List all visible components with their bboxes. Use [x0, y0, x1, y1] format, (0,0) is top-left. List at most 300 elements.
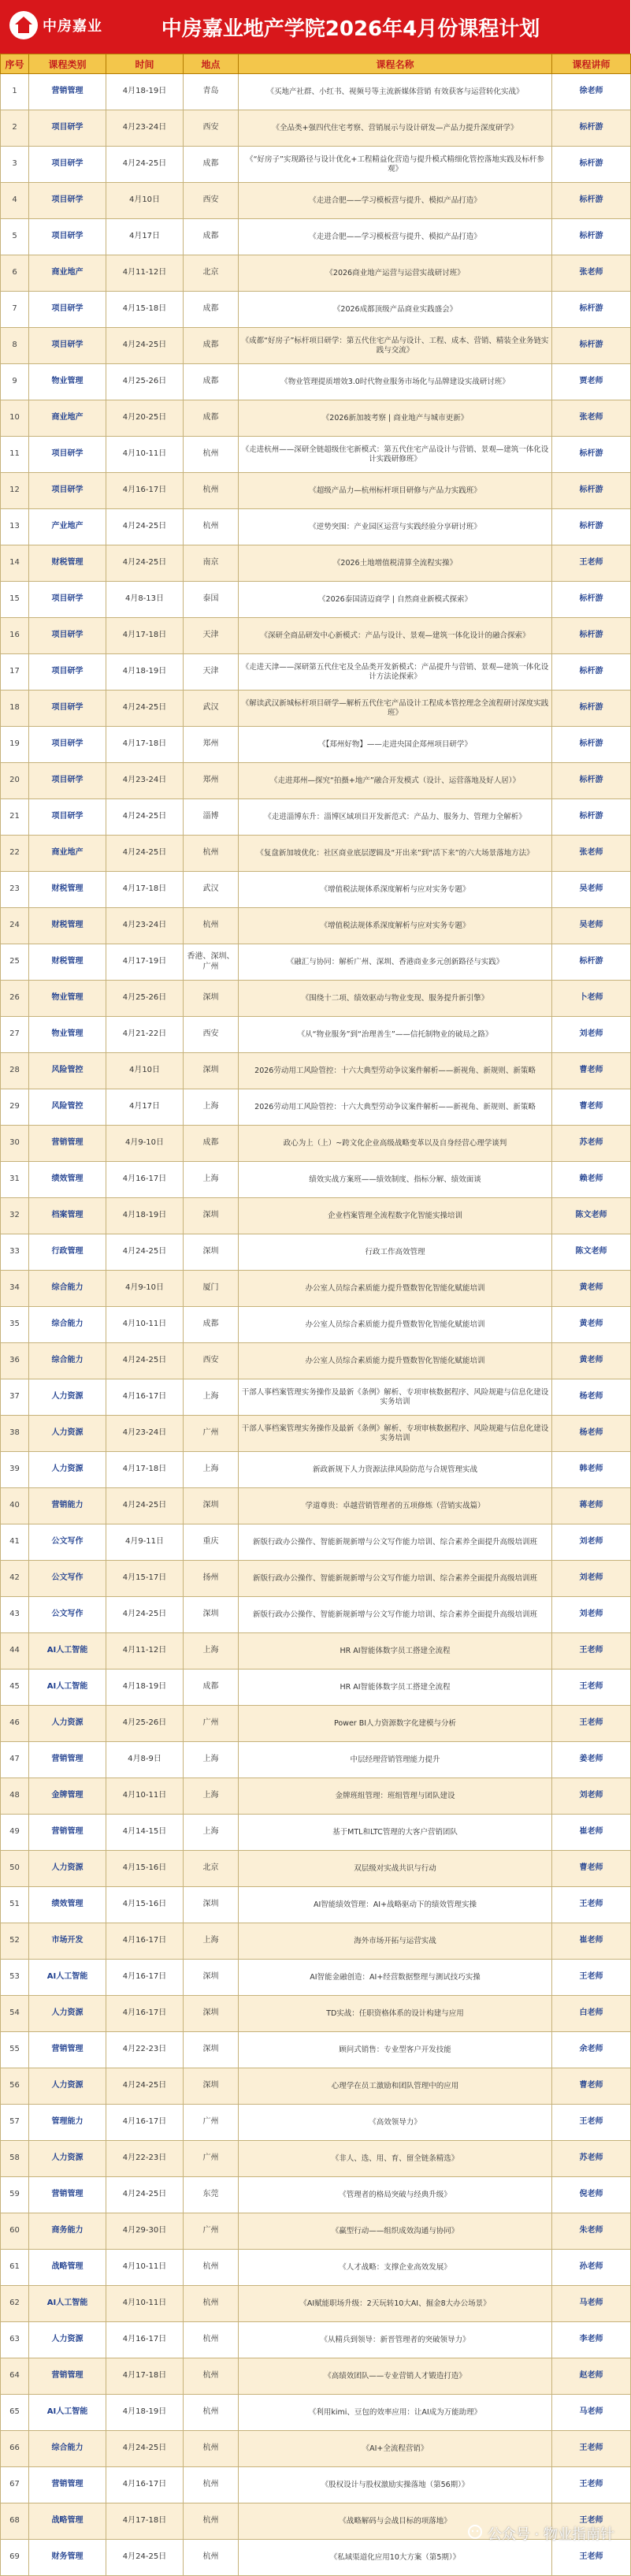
cell-course-name: 《增值税法规体系深度解析与应对实务专题》	[239, 872, 552, 908]
cell-index: 32	[1, 1198, 29, 1234]
cell-date: 4月24-25日	[106, 545, 184, 582]
cell-category: 公文写作	[29, 1597, 106, 1633]
table-row	[1, 74, 631, 110]
cell-index: 24	[1, 908, 29, 944]
cell-course-name: 《非人、选、用、育、留全链条精选》	[239, 2141, 552, 2177]
cell-category: 财务管理	[29, 2540, 106, 2576]
cell-location: 上海	[184, 1452, 239, 1488]
cell-course-name: 《解读武汉新城标杆项目研学—解析五代住宅产品设计工程成本管控理念全流程研讨深度实践班》	[239, 691, 552, 727]
cell-category: 战略管理	[29, 2503, 106, 2540]
table-row	[1, 292, 631, 328]
table-row	[1, 1561, 631, 1597]
cell-index: 58	[1, 2141, 29, 2177]
table-row	[1, 618, 631, 654]
cell-teacher: 标杆游	[552, 292, 631, 328]
cell-index: 41	[1, 1524, 29, 1561]
cell-date: 4月18-19日	[106, 1670, 184, 1706]
cell-index: 47	[1, 1742, 29, 1778]
table-row	[1, 1996, 631, 2032]
cell-course-name: 顾问式销售：专业型客户开发技能	[239, 2032, 552, 2068]
table-row	[1, 727, 631, 763]
cell-location: 成都	[184, 364, 239, 400]
cell-location: 郑州	[184, 763, 239, 799]
cell-teacher: 杨老师	[552, 1379, 631, 1416]
cell-course-name: 《高效领导力》	[239, 2105, 552, 2141]
cell-index: 44	[1, 1633, 29, 1670]
cell-teacher: 王老师	[552, 1633, 631, 1670]
cell-date: 4月15-17日	[106, 1561, 184, 1597]
cell-teacher: 黄老师	[552, 1307, 631, 1343]
table-row	[1, 328, 631, 364]
cell-location: 上海	[184, 1633, 239, 1670]
cell-location: 武汉	[184, 691, 239, 727]
cell-category: 营销管理	[29, 1815, 106, 1851]
table-row	[1, 1923, 631, 1960]
cell-course-name: 《走进合肥——学习模板营与提升、模拟产品打造》	[239, 183, 552, 219]
cell-course-name: TD实战：任职资格体系的设计构建与应用	[239, 1996, 552, 2032]
cell-index: 30	[1, 1126, 29, 1162]
cell-category: AI人工智能	[29, 2286, 106, 2322]
cell-course-name: 《“好房子”实现路径与设计优化+工程精益化营造与提升模式精细化管控落地实践及标杆参观》	[239, 147, 552, 183]
cell-course-name: 办公室人员综合素质能力提升暨数智化智能化赋能培训	[239, 1343, 552, 1379]
cell-teacher: 王老师	[552, 1887, 631, 1923]
cell-course-name: 双层级对实战共识与行动	[239, 1851, 552, 1887]
cell-date: 4月17-18日	[106, 2358, 184, 2395]
table-row	[1, 1126, 631, 1162]
cell-category: 综合能力	[29, 1343, 106, 1379]
cell-category: 金牌管理	[29, 1778, 106, 1815]
cell-location: 成都	[184, 1670, 239, 1706]
table-row	[1, 364, 631, 400]
cell-location: 重庆	[184, 1524, 239, 1561]
cell-category: 人力资源	[29, 1851, 106, 1887]
cell-course-name: 《复盘新加坡优化：社区商业底层逻辑及“开出来”到“活下来”的六大场景落地方法》	[239, 836, 552, 872]
cell-teacher: 标杆游	[552, 110, 631, 147]
cell-location: 成都	[184, 1126, 239, 1162]
cell-course-name: 《2026成都顶级产品商业实践盛会》	[239, 292, 552, 328]
cell-category: 项目研学	[29, 328, 106, 364]
cell-date: 4月16-17日	[106, 1960, 184, 1996]
table-row	[1, 1416, 631, 1452]
cell-teacher: 苏老师	[552, 2141, 631, 2177]
cell-date: 4月15-16日	[106, 1887, 184, 1923]
cell-index: 3	[1, 147, 29, 183]
cell-course-name: 《从“物业服务”到“治理善生”——信托制物业的破局之路》	[239, 1017, 552, 1053]
cell-date: 4月9-11日	[106, 1524, 184, 1561]
cell-location: 深圳	[184, 1053, 239, 1089]
table-row	[1, 2105, 631, 2141]
table-row	[1, 437, 631, 473]
cell-teacher: 赖老师	[552, 1162, 631, 1198]
cell-date: 4月24-25日	[106, 799, 184, 836]
cell-course-name: 《增值税法规体系深度解析与应对实务专题》	[239, 908, 552, 944]
cell-location: 深圳	[184, 1597, 239, 1633]
cell-location: 上海	[184, 1815, 239, 1851]
cell-category: 公文写作	[29, 1561, 106, 1597]
cell-teacher: 曹老师	[552, 1851, 631, 1887]
cell-course-name: 企业档案管理全流程数字化智能实操培训	[239, 1198, 552, 1234]
cell-location: 成都	[184, 400, 239, 437]
table-row	[1, 582, 631, 618]
cell-location: 杭州	[184, 2467, 239, 2503]
cell-course-name: 政心为上（上）~跨文化企业高级战略变革以及自身经营心理学谈判	[239, 1126, 552, 1162]
cell-teacher: 吴老师	[552, 908, 631, 944]
watermark	[467, 2523, 614, 2544]
cell-index: 54	[1, 1996, 29, 2032]
cell-date: 4月16-17日	[106, 2105, 184, 2141]
table-row	[1, 1343, 631, 1379]
cell-location: 杭州	[184, 2431, 239, 2467]
cell-index: 53	[1, 1960, 29, 1996]
table-row	[1, 219, 631, 255]
cell-date: 4月17-18日	[106, 2503, 184, 2540]
table-row	[1, 1053, 631, 1089]
cell-location: 淄博	[184, 799, 239, 836]
cell-teacher: 黄老师	[552, 1343, 631, 1379]
cell-index: 69	[1, 2540, 29, 2576]
cell-category: 营销能力	[29, 1488, 106, 1524]
cell-index: 2	[1, 110, 29, 147]
logo	[9, 11, 102, 39]
cell-date: 4月23-24日	[106, 110, 184, 147]
cell-teacher: 韩老师	[552, 1452, 631, 1488]
cell-index: 10	[1, 400, 29, 437]
cell-date: 4月24-25日	[106, 1597, 184, 1633]
cell-category: 行政管理	[29, 1234, 106, 1271]
cell-category: 人力资源	[29, 1416, 106, 1452]
cell-course-name: 《AI+全流程营销》	[239, 2431, 552, 2467]
cell-course-name: 《2026商业地产运营与运营实战研讨班》	[239, 255, 552, 292]
table-row	[1, 2395, 631, 2431]
cell-index: 33	[1, 1234, 29, 1271]
table-row	[1, 1742, 631, 1778]
cell-category: 项目研学	[29, 437, 106, 473]
cell-course-name: 《走进天津——深研第五代住宅及全品类开发新模式：产品提升与营销、景观—建筑一体化设计方法论探索》	[239, 654, 552, 691]
table-row	[1, 473, 631, 509]
cell-category: 商业地产	[29, 400, 106, 437]
col-header-teacher: 课程讲师	[552, 54, 631, 74]
cell-location: 天津	[184, 618, 239, 654]
cell-category: 档案管理	[29, 1198, 106, 1234]
table-row	[1, 2250, 631, 2286]
cell-date: 4月17-18日	[106, 727, 184, 763]
cell-course-name: 心理学在员工激励和团队管理中的应用	[239, 2068, 552, 2105]
cell-location: 广州	[184, 2105, 239, 2141]
cell-category: 项目研学	[29, 110, 106, 147]
cell-location: 杭州	[184, 2286, 239, 2322]
cell-location: 杭州	[184, 2250, 239, 2286]
cell-course-name: 新版行政办公操作、智能新规新增与公文写作能力培训、综合素养全面提升高级培训班	[239, 1524, 552, 1561]
cell-category: 绩效管理	[29, 1887, 106, 1923]
table-row	[1, 1633, 631, 1670]
table-row	[1, 836, 631, 872]
cell-index: 34	[1, 1271, 29, 1307]
cell-index: 8	[1, 328, 29, 364]
table-row	[1, 2322, 631, 2358]
cell-course-name: 金牌班组管理：班组管理与团队建设	[239, 1778, 552, 1815]
cell-date: 4月24-25日	[106, 147, 184, 183]
cell-course-name: 基于MTL和LTC管理的大客户营销团队	[239, 1815, 552, 1851]
cell-date: 4月17-19日	[106, 944, 184, 981]
cell-location: 广州	[184, 1416, 239, 1452]
cell-category: 项目研学	[29, 763, 106, 799]
cell-index: 55	[1, 2032, 29, 2068]
cell-teacher: 王老师	[552, 1960, 631, 1996]
cell-date: 4月11-12日	[106, 1633, 184, 1670]
table-row	[1, 110, 631, 147]
cell-category: 营销管理	[29, 2177, 106, 2213]
cell-teacher: 卜老师	[552, 981, 631, 1017]
cell-location: 广州	[184, 2141, 239, 2177]
cell-course-name: 《逆势突围：产业园区运营与实践经验分享研讨班》	[239, 509, 552, 545]
cell-index: 20	[1, 763, 29, 799]
cell-course-name: 《2026新加坡考察 | 商业地产与城市更新》	[239, 400, 552, 437]
cell-index: 5	[1, 219, 29, 255]
table-row	[1, 799, 631, 836]
cell-index: 35	[1, 1307, 29, 1343]
cell-date: 4月16-17日	[106, 2322, 184, 2358]
cell-category: 人力资源	[29, 2068, 106, 2105]
cell-date: 4月10-11日	[106, 1307, 184, 1343]
cell-teacher: 刘老师	[552, 1561, 631, 1597]
cell-category: 物业管理	[29, 364, 106, 400]
page-title: 中房嘉业地产学院2026年4月份课程计划	[161, 17, 540, 41]
cell-course-name: 干部人事档案管理实务操作及最新《条例》解析、专项审核数据程序、风险规避与信息化建设实务培训	[239, 1416, 552, 1452]
cell-index: 59	[1, 2177, 29, 2213]
cell-course-name: 新版行政办公操作、智能新规新增与公文写作能力培训、综合素养全面提升高级培训班	[239, 1597, 552, 1633]
cell-date: 4月24-25日	[106, 1343, 184, 1379]
cell-category: 商业地产	[29, 836, 106, 872]
cell-course-name: 《高绩效团队——专业营销人才锻造打造》	[239, 2358, 552, 2395]
cell-course-name: 《【郑州好物】——走进央国企郑州项目研学》	[239, 727, 552, 763]
cell-date: 4月17-18日	[106, 618, 184, 654]
cell-course-name: 新政新规下人力资源法律风险防范与合规管理实战	[239, 1452, 552, 1488]
table-row	[1, 1851, 631, 1887]
cell-location: 杭州	[184, 437, 239, 473]
cell-index: 57	[1, 2105, 29, 2141]
cell-teacher: 徐老师	[552, 74, 631, 110]
cell-date: 4月24-25日	[106, 2540, 184, 2576]
table-row	[1, 1815, 631, 1851]
table-row	[1, 1706, 631, 1742]
cell-date: 4月9-10日	[106, 1271, 184, 1307]
cell-teacher: 蒋老师	[552, 1488, 631, 1524]
cell-location: 西安	[184, 110, 239, 147]
cell-date: 4月14-15日	[106, 1815, 184, 1851]
cell-teacher: 王老师	[552, 2503, 631, 2540]
table-row	[1, 944, 631, 981]
cell-category: 财税管理	[29, 908, 106, 944]
cell-location: 西安	[184, 1017, 239, 1053]
cell-index: 13	[1, 509, 29, 545]
cell-date: 4月25-26日	[106, 364, 184, 400]
cell-teacher: 王老师	[552, 545, 631, 582]
table-row	[1, 509, 631, 545]
cell-category: AI人工智能	[29, 1960, 106, 1996]
table-row	[1, 1887, 631, 1923]
cell-location: 武汉	[184, 872, 239, 908]
cell-date: 4月15-16日	[106, 1851, 184, 1887]
table-row	[1, 1379, 631, 1416]
cell-index: 42	[1, 1561, 29, 1597]
cell-location: 上海	[184, 1162, 239, 1198]
cell-teacher: 曹老师	[552, 1089, 631, 1126]
cell-course-name: 办公室人员综合素质能力提升暨数智化智能化赋能培训	[239, 1307, 552, 1343]
cell-teacher: 朱老师	[552, 2213, 631, 2250]
cell-teacher: 标杆游	[552, 654, 631, 691]
cell-location: 杭州	[184, 473, 239, 509]
table-row	[1, 1670, 631, 1706]
table-row	[1, 2032, 631, 2068]
cell-location: 泰国	[184, 582, 239, 618]
cell-date: 4月25-26日	[106, 981, 184, 1017]
cell-category: 公文写作	[29, 1524, 106, 1561]
cell-index: 6	[1, 255, 29, 292]
cell-course-name: 《全品类+强四代住宅考察、营销展示与设计研发—产品力提升深度研学》	[239, 110, 552, 147]
cell-category: 商业地产	[29, 255, 106, 292]
cell-teacher: 吴老师	[552, 872, 631, 908]
cell-date: 4月16-17日	[106, 1379, 184, 1416]
col-header-date: 时间	[106, 54, 184, 74]
cell-location: 北京	[184, 255, 239, 292]
table-row	[1, 2540, 631, 2576]
cell-index: 21	[1, 799, 29, 836]
table-row	[1, 545, 631, 582]
cell-date: 4月24-25日	[106, 509, 184, 545]
cell-category: 人力资源	[29, 1379, 106, 1416]
cell-date: 4月10-11日	[106, 2250, 184, 2286]
cell-location: 香港、深圳、广州	[184, 944, 239, 981]
table-row	[1, 981, 631, 1017]
cell-course-name: 海外市场开拓与运营实战	[239, 1923, 552, 1960]
cell-location: 成都	[184, 292, 239, 328]
cell-index: 40	[1, 1488, 29, 1524]
table-row	[1, 2431, 631, 2467]
cell-category: 综合能力	[29, 1307, 106, 1343]
cell-category: 商务能力	[29, 2213, 106, 2250]
cell-course-name: 《融汇与协同：解析广州、深圳、香港商业多元创新路径与实践》	[239, 944, 552, 981]
cell-course-name: 干部人事档案管理实务操作及最新《条例》解析、专项审核数据程序、风险规避与信息化建设实务培训	[239, 1379, 552, 1416]
col-header-location: 地点	[184, 54, 239, 74]
cell-location: 深圳	[184, 981, 239, 1017]
cell-date: 4月10-11日	[106, 2286, 184, 2322]
cell-course-name: 《利用kimi、豆包的效率应用：让AI成为万能助理》	[239, 2395, 552, 2431]
cell-index: 65	[1, 2395, 29, 2431]
cell-category: AI人工智能	[29, 1670, 106, 1706]
cell-course-name: 《围绕十二项、绩效驱动与物业变现、服务提升新引擎》	[239, 981, 552, 1017]
cell-index: 62	[1, 2286, 29, 2322]
cell-date: 4月10-11日	[106, 1778, 184, 1815]
cell-teacher: 余老师	[552, 2032, 631, 2068]
table-row	[1, 2213, 631, 2250]
table-row	[1, 1017, 631, 1053]
table-row	[1, 400, 631, 437]
cell-location: 杭州	[184, 509, 239, 545]
cell-course-name: HR AI智能体数字员工搭建全流程	[239, 1633, 552, 1670]
cell-course-name: 《人才战略：支撑企业高效发展》	[239, 2250, 552, 2286]
cell-course-name: 《AI赋能职场升级：2天玩转10大AI、掘金8大办公场景》	[239, 2286, 552, 2322]
cell-location: 西安	[184, 1343, 239, 1379]
cell-location: 上海	[184, 1742, 239, 1778]
cell-index: 26	[1, 981, 29, 1017]
cell-date: 4月8-9日	[106, 1742, 184, 1778]
cell-course-name: 《走进杭州——深研全链超级住宅新模式：第五代住宅产品设计与营销、景观—建筑一体化设计实践研修班》	[239, 437, 552, 473]
cell-date: 4月16-17日	[106, 1923, 184, 1960]
cell-course-name: Power BI人力资源数字化建模与分析	[239, 1706, 552, 1742]
table-row	[1, 2141, 631, 2177]
cell-date: 4月16-17日	[106, 473, 184, 509]
cell-category: 项目研学	[29, 799, 106, 836]
cell-course-name: 《走进合肥——学习模板营与提升、模拟产品打造》	[239, 219, 552, 255]
cell-index: 17	[1, 654, 29, 691]
cell-location: 深圳	[184, 2032, 239, 2068]
cell-index: 39	[1, 1452, 29, 1488]
cell-location: 西安	[184, 183, 239, 219]
cell-index: 7	[1, 292, 29, 328]
cell-teacher: 李老师	[552, 2322, 631, 2358]
cell-category: 营销管理	[29, 1126, 106, 1162]
cell-teacher: 王老师	[552, 2540, 631, 2576]
cell-course-name: 《赢型行动——组织成效沟通与协同》	[239, 2213, 552, 2250]
cell-course-name: HR AI智能体数字员工搭建全流程	[239, 1670, 552, 1706]
cell-teacher: 王老师	[552, 2105, 631, 2141]
cell-category: 物业管理	[29, 1017, 106, 1053]
cell-index: 66	[1, 2431, 29, 2467]
cell-date: 4月10日	[106, 183, 184, 219]
cell-teacher: 姜老师	[552, 1742, 631, 1778]
cell-date: 4月11-12日	[106, 255, 184, 292]
cell-date: 4月8-13日	[106, 582, 184, 618]
cell-index: 43	[1, 1597, 29, 1633]
table-row	[1, 872, 631, 908]
cell-course-name: 《管理者的格局突破与经典升级》	[239, 2177, 552, 2213]
cell-category: 人力资源	[29, 2141, 106, 2177]
table-row	[1, 1198, 631, 1234]
cell-index: 28	[1, 1053, 29, 1089]
cell-category: 项目研学	[29, 183, 106, 219]
table-row	[1, 2467, 631, 2503]
cell-teacher: 刘老师	[552, 1524, 631, 1561]
cell-date: 4月23-24日	[106, 763, 184, 799]
table-row	[1, 2358, 631, 2395]
cell-location: 广州	[184, 2213, 239, 2250]
cell-index: 27	[1, 1017, 29, 1053]
cell-date: 4月29-30日	[106, 2213, 184, 2250]
cell-index: 61	[1, 2250, 29, 2286]
cell-date: 4月18-19日	[106, 1198, 184, 1234]
cell-teacher: 杨老师	[552, 1416, 631, 1452]
cell-location: 青岛	[184, 74, 239, 110]
cell-location: 深圳	[184, 2068, 239, 2105]
cell-course-name: 《2026泰国清迈商学 | 自然商业新模式探索》	[239, 582, 552, 618]
cell-teacher: 标杆游	[552, 763, 631, 799]
cell-location: 深圳	[184, 1488, 239, 1524]
cell-index: 36	[1, 1343, 29, 1379]
table-row	[1, 1234, 631, 1271]
cell-category: 战略管理	[29, 2250, 106, 2286]
cell-location: 成都	[184, 219, 239, 255]
cell-index: 18	[1, 691, 29, 727]
cell-category: 市场开发	[29, 1923, 106, 1960]
cell-date: 4月24-25日	[106, 1488, 184, 1524]
cell-date: 4月22-23日	[106, 2032, 184, 2068]
cell-location: 杭州	[184, 2540, 239, 2576]
cell-course-name: 《私域渠道化应用10大方案（第5期）》	[239, 2540, 552, 2576]
table-header-row	[1, 54, 631, 74]
cell-index: 1	[1, 74, 29, 110]
table-row	[1, 183, 631, 219]
table-body	[1, 74, 631, 2576]
